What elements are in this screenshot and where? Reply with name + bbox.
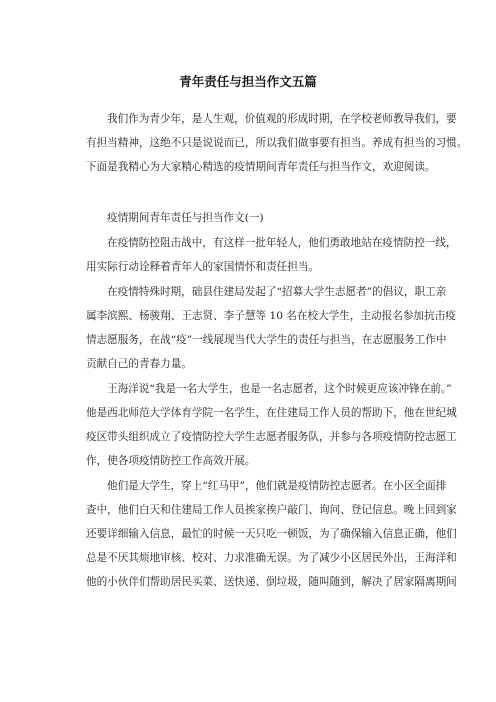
text-line: 王海洋说“我是一名大学生，也是一名志愿者，这个时候更应该冲锋在前。” <box>107 383 452 395</box>
text-line: 他们是大学生，穿上“红马甲”，他们就是疫情防控志愿者。在小区全面排 <box>107 480 447 492</box>
text-line: 作，使各项疫情防控工作高效开展。 <box>86 455 256 467</box>
text-line: 情志愿服务，在战“疫”一线展现当代大学生的责任与担当，在志愿服务工作中 <box>86 334 447 346</box>
text-line: 在疫情防控阻击战中，有这样一批年轻人，他们勇敢地站在疫情防控一线， <box>107 237 457 249</box>
text-line: 他是西北师范大学体育学院一名学生，在住建局工作人员的帮助下，他在世纪城 <box>86 407 457 419</box>
text-line: 用实际行动诠释着青年人的家国情怀和责任担当。 <box>86 261 320 273</box>
text-line: 疫区带头组织成立了疫情防控大学生志愿者服务队，并参与各项疫情防控志愿工 <box>86 431 457 443</box>
text-line: 下面是我精心为大家精心精选的疫情期间青年责任与担当作文，欢迎阅读。 <box>86 161 436 173</box>
text-line: 还要详细输入信息，最忙的时候一天只吃一顿饭，为了确保输入信息正确，他们 <box>86 528 457 540</box>
document-title: 青年责任与担当作文五篇 <box>179 74 317 89</box>
text-line: 贡献自己的青春力量。 <box>86 358 192 370</box>
text-line: 总是不厌其烦地审核、校对、力求准确无误。为了减少小区居民外出，王海洋和 <box>86 552 457 564</box>
section-heading: 疫情期间青年责任与担当作文(一) <box>107 212 264 224</box>
text-line: 有担当精神，这绝不只是说说而已，所以我们做事要有担当。养成有担当的习惯。 <box>86 137 468 149</box>
text-line: 我们作为青少年，是人生观，价值观的形成时期，在学校老师教导我们，要 <box>107 113 457 125</box>
text-line: 在疫情特殊时期，础县住建局发起了“招募大学生志愿者”的倡议，职工亲 <box>107 286 447 298</box>
text-line: 属李滨熙、杨骏翔、王志贤、李子慧等 10 名在校大学生，主动报名参加抗击疫 <box>86 310 456 322</box>
text-line: 他的小伙伴们帮助居民买菜、送快递、倒垃圾，随叫随到，解决了居家隔离期间 <box>86 576 457 588</box>
text-line: 查中，他们白天和住建局工作人员挨家挨户敲门、询问、登记信息。晚上回到家 <box>86 504 457 516</box>
